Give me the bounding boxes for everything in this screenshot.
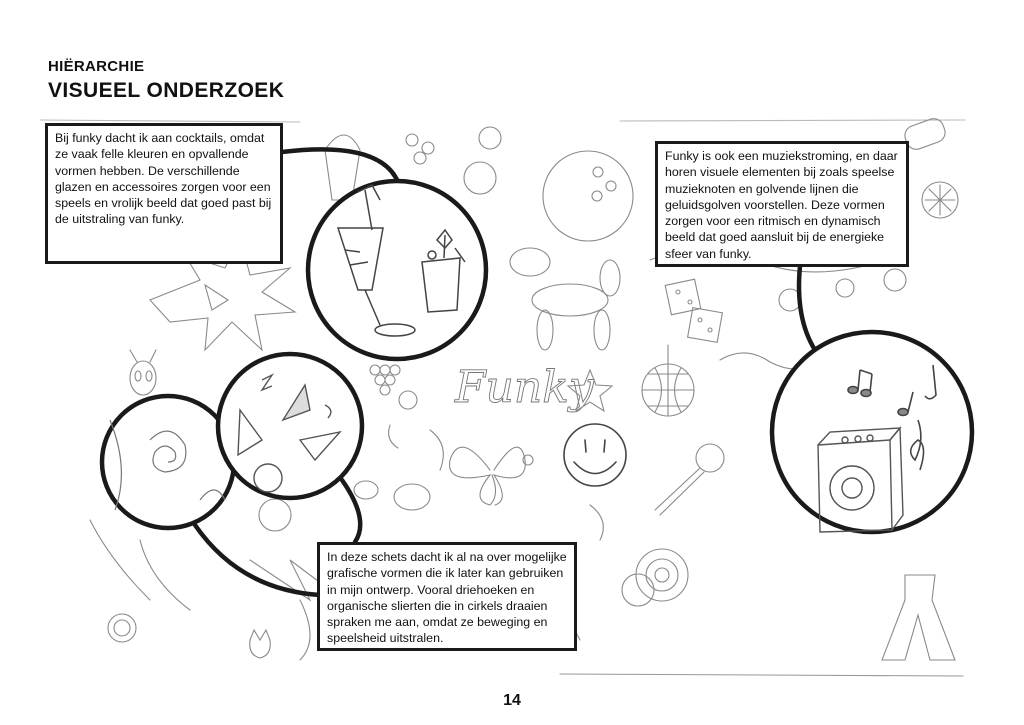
section-kicker: HIËRARCHIE xyxy=(48,58,145,75)
smiley-face-icon xyxy=(564,424,626,486)
connector-line-cocktails xyxy=(282,149,398,182)
callout-shapes: In deze schets dacht ik al na over mogelijke grafische vormen die ik later kan gebruiken in mijn ontwerp. Vooral driehoeken en organische slierten die in cirkels draaien spraken me aan, omdat ze beweging en speelsheid uitstralen. xyxy=(317,542,577,651)
callout-music: Funky is ook een muziekstroming, en daar horen visuele elementen bij zoals speelse muzieknoten en golvende lijnen die geluidsgolven voorstellen. Deze vormen zorgen voor een ritmisch en dynamisch beeld dat goed aansluit bij de energieke sfeer van funky. xyxy=(655,141,909,267)
bowling-ball-sketch xyxy=(543,151,633,241)
callout-cocktails: Bij funky dacht ik aan cocktails, omdat ze vaak felle kleuren en opvallende vormen hebben. De verschillende glazen en accessoires zorgen voor een speels en vrolijk beeld dat goed past bij de uitstraling van funky. xyxy=(45,123,283,264)
connector-line-shapes xyxy=(342,480,360,542)
magnifier-circle-speaker xyxy=(772,332,972,532)
page-title: VISUEEL ONDERZOEK xyxy=(48,79,285,102)
butterfly-icon xyxy=(450,447,526,505)
funky-word-sketch: Funky xyxy=(455,362,594,413)
alien-icon xyxy=(130,350,156,395)
disco-ball-icon xyxy=(642,345,694,416)
page-number: 14 xyxy=(503,692,521,709)
dice-icon xyxy=(665,279,722,342)
connector-line-music xyxy=(799,266,815,350)
microphone-icon xyxy=(655,444,724,515)
balloon-dog-icon xyxy=(510,248,620,350)
connector-line-shapes-circle xyxy=(195,525,320,595)
